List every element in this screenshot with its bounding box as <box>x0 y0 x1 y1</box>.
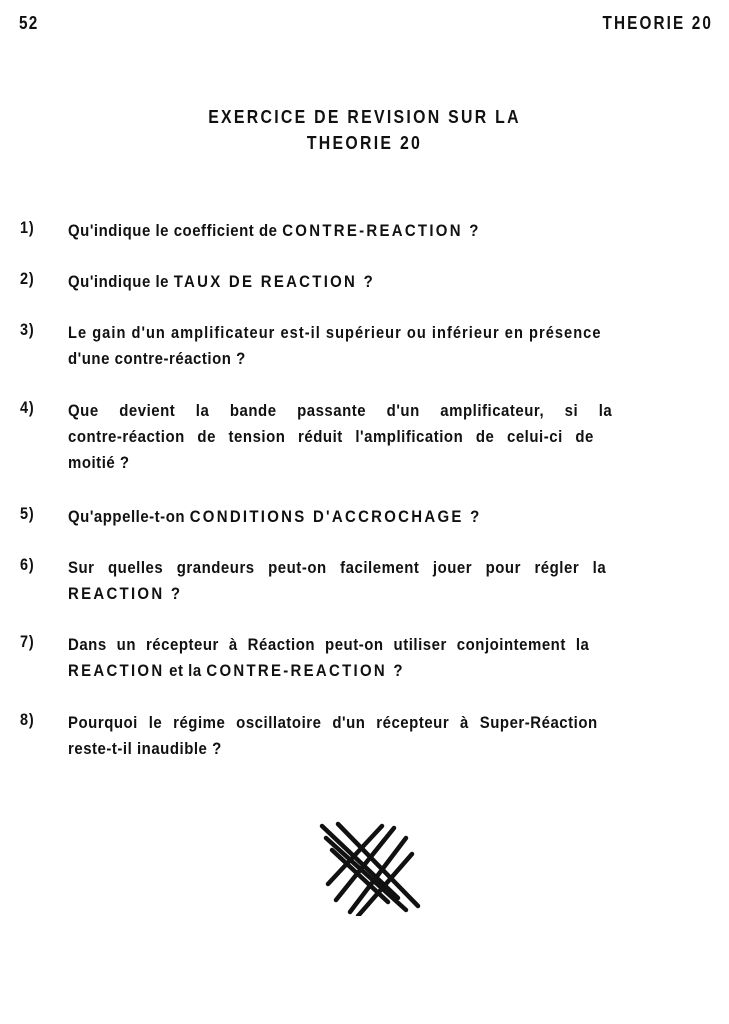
question-text <box>68 632 710 684</box>
question-number: 2) <box>20 269 35 288</box>
question-line: Dans un récepteur à Réaction peut-on utiliser conjointement la <box>68 635 590 654</box>
title-line-1: EXERCICE DE REVISION SUR LA <box>208 107 521 127</box>
question-keyword: CONTRE-REACTION ? <box>282 221 481 240</box>
question-number: 4) <box>20 398 35 417</box>
question-keyword: REACTION <box>68 661 165 680</box>
question-text <box>68 555 710 607</box>
question-line: Le gain d'un amplificateur est-il supérieur ou inférieur en présence <box>68 323 602 342</box>
question-text-part: Qu'indique le <box>68 272 174 291</box>
question-number: 8) <box>20 710 35 729</box>
question-text-part: et la <box>164 661 207 680</box>
question-text <box>68 398 710 476</box>
question-line: reste-t-il inaudible ? <box>68 739 222 758</box>
question-text-part: Qu'indique le coefficient de <box>68 221 283 240</box>
crosshatch-emblem-icon <box>318 820 424 916</box>
question-text <box>68 504 710 530</box>
section-header: THEORIE 20 <box>602 13 713 33</box>
question-keyword: REACTION ? <box>68 584 183 603</box>
question-text <box>68 269 710 295</box>
title-line-2: THEORIE 20 <box>306 133 423 153</box>
question-line: Pourquoi le régime oscillatoire d'un récepteur à Super-Réaction <box>68 713 598 732</box>
question-keyword: CONTRE-REACTION ? <box>206 661 405 680</box>
question-text-part: Qu'appelle-t-on <box>68 507 190 526</box>
question-line: Que devient la bande passante d'un amplificateur, si la <box>68 401 613 420</box>
question-keyword: TAUX DE REACTION ? <box>173 272 376 291</box>
question-number: 7) <box>20 632 35 651</box>
question-line: contre-réaction de tension réduit l'amplification de celui-ci de <box>68 427 594 446</box>
page-number: 52 <box>19 13 39 33</box>
question-text <box>68 710 710 762</box>
question-number: 6) <box>20 555 35 574</box>
question-text <box>68 320 710 372</box>
question-text <box>68 218 710 244</box>
question-number: 5) <box>20 504 35 523</box>
question-line: d'une contre-réaction ? <box>68 349 246 368</box>
question-line: Sur quelles grandeurs peut-on facilement jouer pour régler la <box>68 558 607 577</box>
question-keyword: CONDITIONS D'ACCROCHAGE ? <box>189 507 482 526</box>
question-number: 3) <box>20 320 35 339</box>
question-line: moitié ? <box>68 453 130 472</box>
question-number: 1) <box>20 218 35 237</box>
